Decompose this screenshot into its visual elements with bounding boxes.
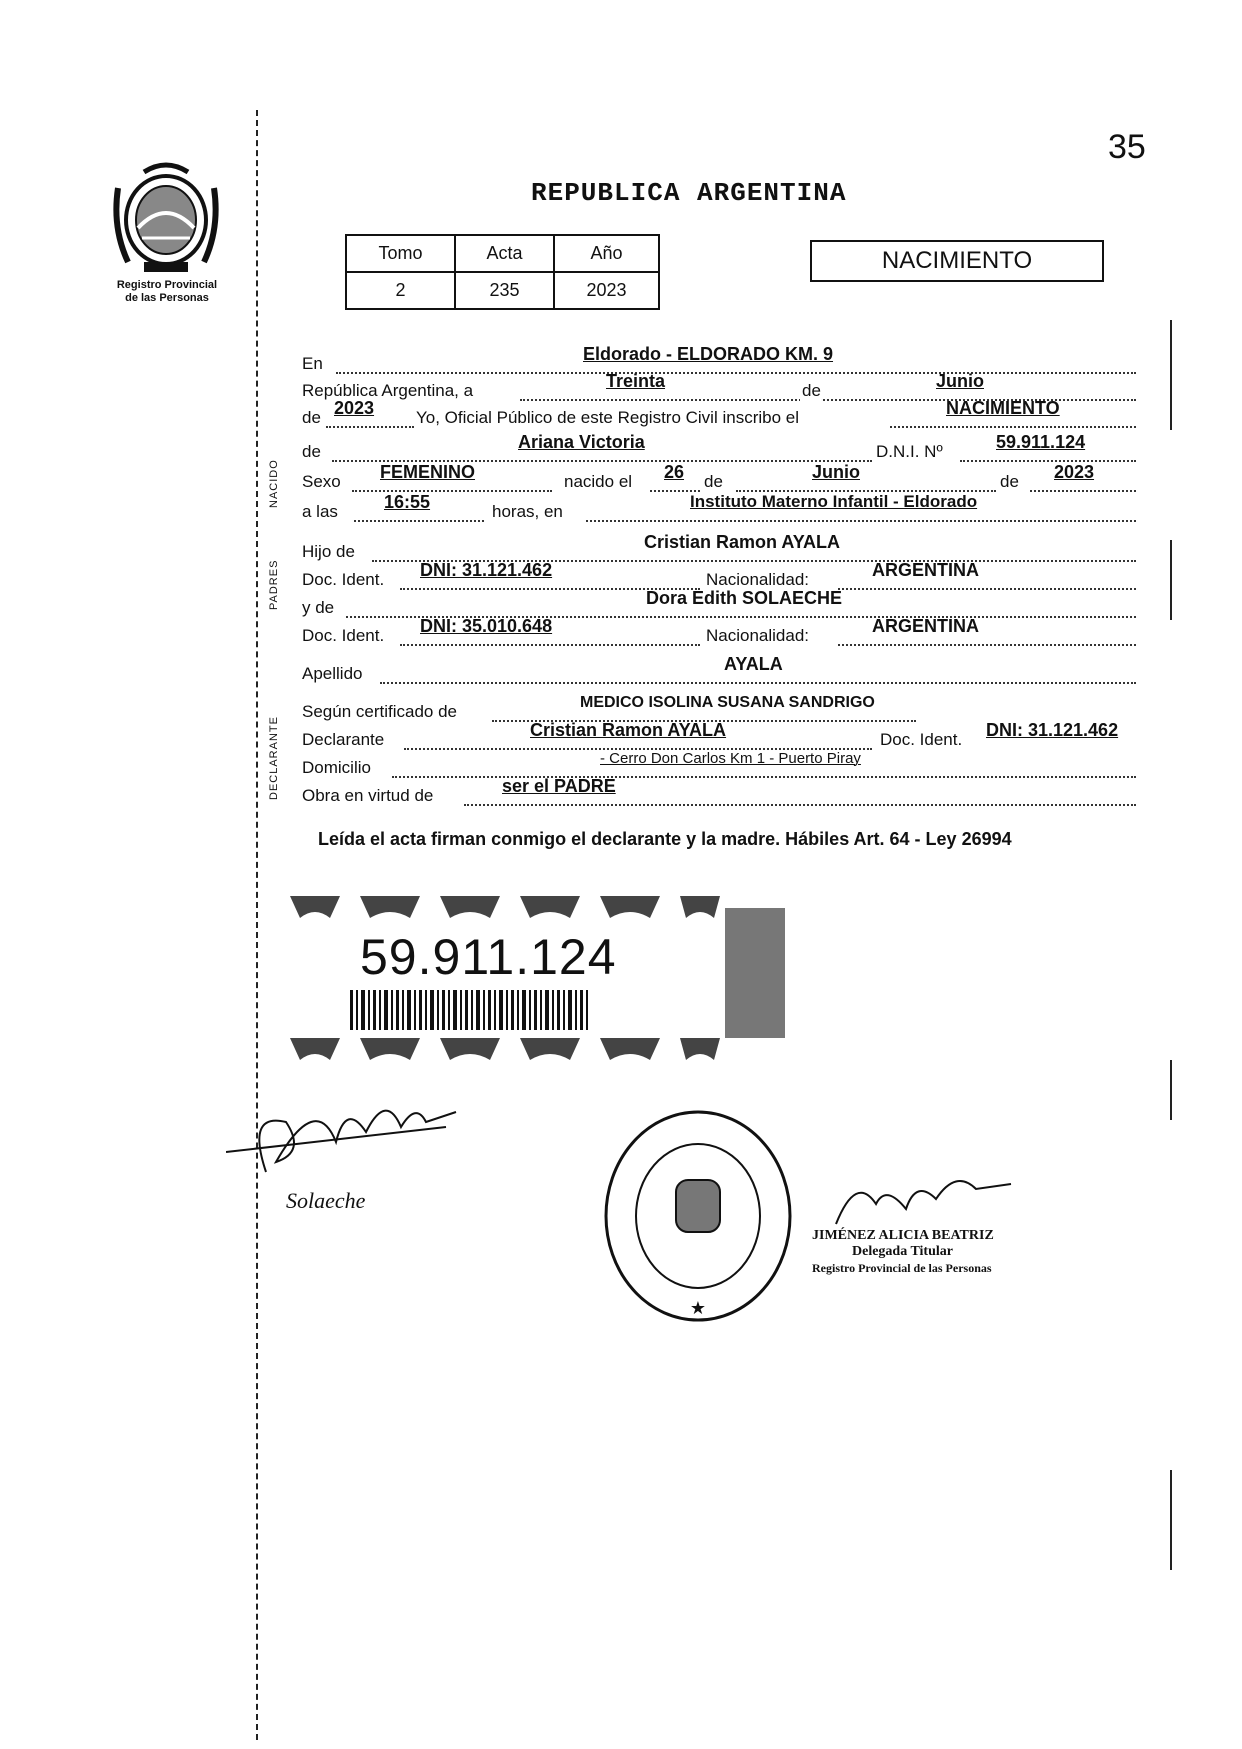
label-cert: Según certificado de xyxy=(302,702,457,721)
stamp-dni-number: 59.911.124 xyxy=(360,929,617,985)
label-en: En xyxy=(302,354,323,373)
value-domicilio: - Cerro Don Carlos Km 1 - Puerto Piray xyxy=(600,750,861,767)
value-mother-doc: DNI: 35.010.648 xyxy=(420,616,553,636)
label-doc-decl: Doc. Ident. xyxy=(880,730,963,749)
label-republica: República Argentina, a xyxy=(302,381,474,400)
value-apellido: AYALA xyxy=(724,654,783,674)
page-number: 35 xyxy=(1108,128,1146,166)
value-birth-year: 2023 xyxy=(1054,462,1095,482)
label-de: de xyxy=(800,379,823,405)
value-birth-place: Instituto Materno Infantil - Eldorado xyxy=(690,492,978,511)
value-anio: 2023 xyxy=(554,272,659,309)
dotted-line xyxy=(354,520,484,522)
dotted-line xyxy=(400,644,700,646)
value-father-nat: ARGENTINA xyxy=(872,560,979,580)
value-child-name: Ariana Victoria xyxy=(518,432,645,452)
value-obra: ser el PADRE xyxy=(502,776,616,796)
label-domicilio: Domicilio xyxy=(302,758,371,777)
label-nac-father: Nacionalidad: xyxy=(706,570,810,589)
label-sexo: Sexo xyxy=(302,472,341,491)
value-tomo: 2 xyxy=(346,272,455,309)
value-act-type: NACIMIENTO xyxy=(946,398,1060,418)
dotted-line xyxy=(464,804,1136,806)
dotted-line xyxy=(326,426,414,428)
value-father-doc: DNI: 31.121.462 xyxy=(420,560,553,580)
margin-line-right-3 xyxy=(1170,1060,1172,1120)
label-yde: y de xyxy=(302,598,335,617)
value-cert: MEDICO ISOLINA SUSANA SANDRIGO xyxy=(580,694,875,711)
side-label-padres: PADRES xyxy=(268,559,280,610)
label-de-2: de xyxy=(704,472,723,491)
dotted-line xyxy=(960,460,1136,462)
value-year: 2023 xyxy=(334,398,375,418)
value-birth-month: Junio xyxy=(812,462,860,482)
logo-caption xyxy=(94,279,240,305)
value-father: Cristian Ramon AYALA xyxy=(644,532,841,552)
value-birth-day: 26 xyxy=(664,462,685,482)
official-signature xyxy=(826,1164,1016,1234)
header-acta: Acta xyxy=(455,235,554,272)
header-anio: Año xyxy=(554,235,659,272)
margin-line-right-4 xyxy=(1170,1470,1172,1570)
label-alas: a las xyxy=(302,502,338,521)
label-doc-father: Doc. Ident. xyxy=(302,570,385,589)
mother-signature: Solaeche xyxy=(286,1188,366,1213)
value-place: Eldorado - ELDORADO KM. 9 xyxy=(583,344,834,364)
label-declarante: Declarante xyxy=(302,730,385,749)
margin-line-left xyxy=(256,110,258,1740)
declarant-signature xyxy=(226,1082,466,1192)
margin-line-right xyxy=(1170,320,1172,430)
margin-line-right-2 xyxy=(1170,540,1172,620)
dotted-line xyxy=(1030,490,1136,492)
svg-text:★: ★ xyxy=(689,1298,707,1318)
label-dni: D.N.I. Nº xyxy=(876,442,943,461)
value-month: Junio xyxy=(936,371,984,391)
header-tomo: Tomo xyxy=(346,235,455,272)
label-apellido: Apellido xyxy=(302,664,363,683)
label-de-3: de xyxy=(1000,472,1019,491)
official-office: Registro Provincial de las Personas xyxy=(812,1261,992,1275)
seal-inner-text xyxy=(612,1341,613,1342)
provincial-registry-logo xyxy=(108,158,224,278)
value-mother: Dora Edith SOLAECHE xyxy=(646,588,843,608)
side-label-nacido: NACIDO xyxy=(268,459,280,508)
side-label-declarante: DECLARANTE xyxy=(268,716,280,800)
dotted-line xyxy=(380,682,1136,684)
document-title: REPUBLICA ARGENTINA xyxy=(531,178,847,208)
label-horas: horas, en xyxy=(492,502,563,521)
label-de-year: de xyxy=(302,408,321,427)
label-nac-mother: Nacionalidad: xyxy=(706,626,810,645)
value-sexo: FEMENINO xyxy=(380,462,476,482)
registry-table xyxy=(345,234,660,310)
value-time: 16:55 xyxy=(384,492,431,512)
dotted-line xyxy=(838,644,1136,646)
official-signature-block xyxy=(812,1228,994,1276)
dotted-line xyxy=(586,520,1136,522)
official-seal xyxy=(598,1106,798,1326)
value-decl-doc: DNI: 31.121.462 xyxy=(986,720,1119,740)
official-name: JIMÉNEZ ALICIA BEATRIZ xyxy=(812,1228,994,1243)
value-mother-nat: ARGENTINA xyxy=(872,616,979,636)
value-declarante: Cristian Ramon AYALA xyxy=(530,720,727,740)
label-doc-mother: Doc. Ident. xyxy=(302,626,385,645)
label-oficial: Yo, Oficial Público de este Registro Civil inscribo el xyxy=(416,408,799,427)
value-child-dni: 59.911.124 xyxy=(996,432,1086,452)
label-obra: Obra en virtud de xyxy=(302,786,434,805)
logo-caption-line2: de las Personas xyxy=(125,292,209,304)
dotted-line xyxy=(890,426,1136,428)
dotted-line xyxy=(838,588,1136,590)
value-day-text: Treinta xyxy=(606,371,666,391)
act-type-box: NACIMIENTO xyxy=(810,240,1104,282)
dotted-line xyxy=(336,372,1136,374)
label-de-name: de xyxy=(302,442,321,461)
official-title: Delegada Titular xyxy=(852,1244,953,1259)
dotted-line xyxy=(352,490,552,492)
logo-caption-line1: Registro Provincial xyxy=(116,279,218,291)
closing-statement: Leída el acta firman conmigo el declarante y la madre. Hábiles Art. 64 - Ley 26994 xyxy=(318,829,1012,849)
label-hijo: Hijo de xyxy=(302,542,355,561)
value-acta: 235 xyxy=(455,272,554,309)
label-nacido: nacido el xyxy=(564,472,633,491)
